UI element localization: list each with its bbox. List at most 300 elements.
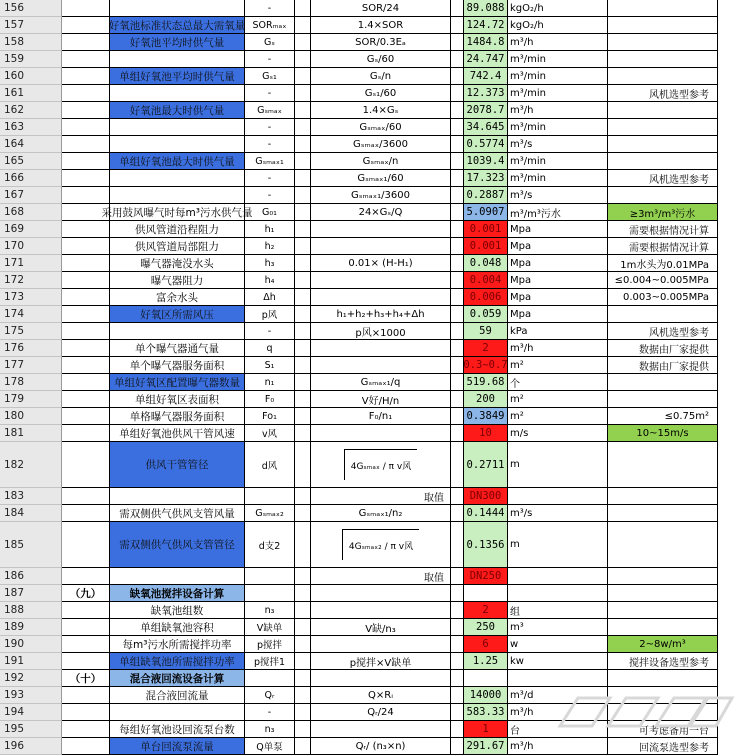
- cell-formula[interactable]: [311, 340, 451, 357]
- cell-section-number[interactable]: [62, 119, 110, 136]
- cell-symbol[interactable]: [245, 221, 295, 238]
- cell-unit[interactable]: [508, 119, 608, 136]
- cell-value[interactable]: [464, 374, 508, 391]
- cell-item-name[interactable]: [110, 488, 245, 505]
- cell-note[interactable]: [608, 102, 718, 119]
- cell-value[interactable]: [464, 425, 508, 442]
- cell-note[interactable]: [608, 255, 718, 272]
- cell-symbol[interactable]: [245, 505, 295, 522]
- cell-section-number[interactable]: [62, 153, 110, 170]
- cell-formula[interactable]: [311, 670, 451, 687]
- cell-unit[interactable]: [508, 306, 608, 323]
- cell-unit[interactable]: [508, 522, 608, 568]
- cell-note[interactable]: [608, 238, 718, 255]
- cell-section-number[interactable]: [62, 687, 110, 704]
- cell-symbol[interactable]: [245, 568, 295, 585]
- cell-unit[interactable]: [508, 204, 608, 221]
- cell-symbol[interactable]: [245, 51, 295, 68]
- cell-formula[interactable]: [311, 34, 451, 51]
- cell-section-number[interactable]: [62, 585, 110, 602]
- cell-note[interactable]: [608, 0, 718, 17]
- cell-symbol[interactable]: [245, 34, 295, 51]
- cell-item-name[interactable]: [110, 619, 245, 636]
- row-number-header[interactable]: [0, 374, 62, 391]
- cell-symbol[interactable]: [245, 170, 295, 187]
- cell-formula[interactable]: [311, 653, 451, 670]
- cell-symbol[interactable]: [245, 255, 295, 272]
- cell-item-name[interactable]: [110, 221, 245, 238]
- cell-item-name[interactable]: [110, 636, 245, 653]
- cell-item-name[interactable]: [110, 306, 245, 323]
- cell-symbol[interactable]: [245, 374, 295, 391]
- cell-unit[interactable]: [508, 488, 608, 505]
- cell-unit[interactable]: [508, 51, 608, 68]
- cell-section-number[interactable]: [62, 187, 110, 204]
- cell-formula[interactable]: [311, 85, 451, 102]
- cell-value[interactable]: [464, 153, 508, 170]
- cell-value[interactable]: [464, 602, 508, 619]
- cell-note[interactable]: [608, 289, 718, 306]
- cell-section-number[interactable]: [62, 221, 110, 238]
- row-number-header[interactable]: [0, 221, 62, 238]
- cell-note[interactable]: [608, 619, 718, 636]
- cell-item-name[interactable]: [110, 425, 245, 442]
- cell-unit[interactable]: [508, 136, 608, 153]
- cell-note[interactable]: [608, 17, 718, 34]
- row-number-header[interactable]: [0, 68, 62, 85]
- cell-formula[interactable]: [311, 687, 451, 704]
- row-number-header[interactable]: [0, 585, 62, 602]
- cell-note[interactable]: [608, 51, 718, 68]
- cell-section-number[interactable]: [62, 522, 110, 568]
- cell-unit[interactable]: [508, 340, 608, 357]
- cell-note[interactable]: [608, 374, 718, 391]
- cell-section-number[interactable]: [62, 170, 110, 187]
- cell-value[interactable]: [464, 51, 508, 68]
- row-number-header[interactable]: [0, 670, 62, 687]
- cell-symbol[interactable]: [245, 391, 295, 408]
- cell-item-name[interactable]: [110, 68, 245, 85]
- cell-unit[interactable]: [508, 34, 608, 51]
- cell-section-number[interactable]: [62, 704, 110, 721]
- cell-formula[interactable]: [311, 17, 451, 34]
- cell-section-number[interactable]: [62, 17, 110, 34]
- cell-value[interactable]: [464, 568, 508, 585]
- cell-unit[interactable]: [508, 391, 608, 408]
- cell-unit[interactable]: [508, 102, 608, 119]
- cell-value[interactable]: [464, 0, 508, 17]
- cell-value[interactable]: [464, 670, 508, 687]
- row-number-header[interactable]: [0, 619, 62, 636]
- cell-value[interactable]: [464, 704, 508, 721]
- cell-unit[interactable]: [508, 636, 608, 653]
- cell-item-name[interactable]: [110, 670, 245, 687]
- cell-symbol[interactable]: [245, 204, 295, 221]
- cell-note[interactable]: [608, 653, 718, 670]
- cell-item-name[interactable]: [110, 585, 245, 602]
- row-number-header[interactable]: [0, 238, 62, 255]
- cell-value[interactable]: [464, 238, 508, 255]
- cell-item-name[interactable]: [110, 51, 245, 68]
- cell-formula[interactable]: [311, 323, 451, 340]
- cell-unit[interactable]: [508, 357, 608, 374]
- row-number-header[interactable]: [0, 687, 62, 704]
- cell-note[interactable]: [608, 522, 718, 568]
- cell-value[interactable]: [464, 442, 508, 488]
- cell-value[interactable]: [464, 408, 508, 425]
- cell-formula[interactable]: [311, 505, 451, 522]
- cell-formula[interactable]: [311, 408, 451, 425]
- row-number-header[interactable]: [0, 357, 62, 374]
- cell-formula[interactable]: [311, 602, 451, 619]
- cell-unit[interactable]: [508, 17, 608, 34]
- cell-unit[interactable]: [508, 425, 608, 442]
- cell-note[interactable]: [608, 187, 718, 204]
- cell-symbol[interactable]: [245, 136, 295, 153]
- cell-unit[interactable]: [508, 568, 608, 585]
- cell-value[interactable]: [464, 272, 508, 289]
- cell-symbol[interactable]: [245, 721, 295, 738]
- cell-section-number[interactable]: [62, 68, 110, 85]
- cell-formula[interactable]: [311, 704, 451, 721]
- cell-item-name[interactable]: [110, 357, 245, 374]
- cell-symbol[interactable]: [245, 602, 295, 619]
- row-number-header[interactable]: [0, 391, 62, 408]
- cell-symbol[interactable]: [245, 738, 295, 755]
- cell-note[interactable]: [608, 357, 718, 374]
- cell-item-name[interactable]: [110, 17, 245, 34]
- cell-item-name[interactable]: [110, 738, 245, 755]
- cell-note[interactable]: [608, 488, 718, 505]
- cell-note[interactable]: [608, 34, 718, 51]
- cell-value[interactable]: [464, 221, 508, 238]
- cell-symbol[interactable]: [245, 425, 295, 442]
- cell-symbol[interactable]: [245, 306, 295, 323]
- cell-note[interactable]: [608, 340, 718, 357]
- cell-value[interactable]: [464, 17, 508, 34]
- cell-section-number[interactable]: [62, 289, 110, 306]
- cell-note[interactable]: [608, 408, 718, 425]
- cell-unit[interactable]: [508, 238, 608, 255]
- cell-note[interactable]: [608, 272, 718, 289]
- cell-unit[interactable]: [508, 653, 608, 670]
- cell-symbol[interactable]: [245, 704, 295, 721]
- cell-note[interactable]: [608, 602, 718, 619]
- cell-value[interactable]: [464, 102, 508, 119]
- cell-symbol[interactable]: [245, 442, 295, 488]
- cell-symbol[interactable]: [245, 85, 295, 102]
- cell-item-name[interactable]: [110, 102, 245, 119]
- row-number-header[interactable]: [0, 602, 62, 619]
- cell-note[interactable]: [608, 306, 718, 323]
- cell-value[interactable]: [464, 687, 508, 704]
- cell-symbol[interactable]: [245, 119, 295, 136]
- cell-section-number[interactable]: [62, 391, 110, 408]
- cell-formula[interactable]: [311, 374, 451, 391]
- cell-item-name[interactable]: [110, 408, 245, 425]
- cell-symbol[interactable]: [245, 619, 295, 636]
- cell-formula[interactable]: [311, 119, 451, 136]
- cell-section-number[interactable]: [62, 340, 110, 357]
- cell-value[interactable]: [464, 289, 508, 306]
- cell-section-number[interactable]: [62, 442, 110, 488]
- cell-item-name[interactable]: [110, 255, 245, 272]
- cell-formula[interactable]: [311, 721, 451, 738]
- cell-section-number[interactable]: [62, 136, 110, 153]
- cell-value[interactable]: [464, 68, 508, 85]
- cell-symbol[interactable]: [245, 340, 295, 357]
- cell-value[interactable]: [464, 653, 508, 670]
- cell-item-name[interactable]: [110, 687, 245, 704]
- cell-item-name[interactable]: [110, 187, 245, 204]
- cell-value[interactable]: [464, 170, 508, 187]
- cell-value[interactable]: [464, 488, 508, 505]
- cell-formula[interactable]: [311, 442, 451, 488]
- cell-value[interactable]: [464, 323, 508, 340]
- cell-note[interactable]: [608, 85, 718, 102]
- cell-item-name[interactable]: [110, 85, 245, 102]
- cell-symbol[interactable]: [245, 323, 295, 340]
- row-number-header[interactable]: [0, 653, 62, 670]
- cell-item-name[interactable]: [110, 340, 245, 357]
- cell-item-name[interactable]: [110, 374, 245, 391]
- cell-symbol[interactable]: [245, 687, 295, 704]
- cell-symbol[interactable]: [245, 68, 295, 85]
- cell-item-name[interactable]: [110, 238, 245, 255]
- cell-value[interactable]: [464, 636, 508, 653]
- cell-symbol[interactable]: [245, 357, 295, 374]
- cell-unit[interactable]: [508, 323, 608, 340]
- cell-value[interactable]: [464, 619, 508, 636]
- row-number-header[interactable]: [0, 738, 62, 755]
- row-number-header[interactable]: [0, 102, 62, 119]
- cell-formula[interactable]: [311, 153, 451, 170]
- row-number-header[interactable]: [0, 51, 62, 68]
- cell-formula[interactable]: [311, 0, 451, 17]
- cell-item-name[interactable]: [110, 505, 245, 522]
- cell-note[interactable]: [608, 68, 718, 85]
- cell-section-number[interactable]: [62, 374, 110, 391]
- cell-unit[interactable]: [508, 442, 608, 488]
- cell-formula[interactable]: [311, 221, 451, 238]
- cell-value[interactable]: [464, 505, 508, 522]
- cell-symbol[interactable]: [245, 522, 295, 568]
- cell-note[interactable]: [608, 636, 718, 653]
- cell-section-number[interactable]: [62, 255, 110, 272]
- cell-value[interactable]: [464, 204, 508, 221]
- row-number-header[interactable]: [0, 204, 62, 221]
- cell-formula[interactable]: [311, 568, 451, 585]
- cell-item-name[interactable]: [110, 323, 245, 340]
- cell-section-number[interactable]: [62, 721, 110, 738]
- row-number-header[interactable]: [0, 119, 62, 136]
- cell-unit[interactable]: [508, 0, 608, 17]
- cell-formula[interactable]: [311, 51, 451, 68]
- cell-note[interactable]: [608, 505, 718, 522]
- cell-unit[interactable]: [508, 289, 608, 306]
- cell-unit[interactable]: [508, 670, 608, 687]
- cell-section-number[interactable]: [62, 738, 110, 755]
- cell-formula[interactable]: [311, 272, 451, 289]
- row-number-header[interactable]: [0, 255, 62, 272]
- row-number-header[interactable]: [0, 340, 62, 357]
- cell-symbol[interactable]: [245, 187, 295, 204]
- row-number-header[interactable]: [0, 704, 62, 721]
- cell-formula[interactable]: [311, 357, 451, 374]
- row-number-header[interactable]: [0, 153, 62, 170]
- cell-symbol[interactable]: [245, 408, 295, 425]
- row-number-header[interactable]: [0, 0, 62, 17]
- row-number-header[interactable]: [0, 721, 62, 738]
- row-number-header[interactable]: [0, 408, 62, 425]
- cell-symbol[interactable]: [245, 289, 295, 306]
- cell-section-number[interactable]: [62, 272, 110, 289]
- cell-value[interactable]: [464, 357, 508, 374]
- cell-value[interactable]: [464, 306, 508, 323]
- cell-symbol[interactable]: [245, 153, 295, 170]
- cell-item-name[interactable]: [110, 136, 245, 153]
- cell-section-number[interactable]: [62, 425, 110, 442]
- cell-section-number[interactable]: [62, 85, 110, 102]
- cell-formula[interactable]: [311, 738, 451, 755]
- cell-symbol[interactable]: [245, 585, 295, 602]
- cell-formula[interactable]: [311, 488, 451, 505]
- cell-note[interactable]: [608, 391, 718, 408]
- cell-note[interactable]: [608, 585, 718, 602]
- cell-symbol[interactable]: [245, 238, 295, 255]
- cell-item-name[interactable]: [101, 204, 253, 221]
- cell-value[interactable]: [464, 391, 508, 408]
- cell-symbol[interactable]: [245, 636, 295, 653]
- row-number-header[interactable]: [0, 568, 62, 585]
- cell-note[interactable]: [608, 442, 718, 488]
- cell-symbol[interactable]: [245, 17, 295, 34]
- cell-note[interactable]: [608, 425, 718, 442]
- row-number-header[interactable]: [0, 272, 62, 289]
- cell-formula[interactable]: [311, 585, 451, 602]
- cell-item-name[interactable]: [110, 522, 245, 568]
- cell-value[interactable]: [464, 340, 508, 357]
- row-number-header[interactable]: [0, 505, 62, 522]
- cell-formula[interactable]: [311, 68, 451, 85]
- cell-unit[interactable]: [508, 170, 608, 187]
- cell-unit[interactable]: [508, 505, 608, 522]
- cell-note[interactable]: [608, 323, 718, 340]
- cell-formula[interactable]: [311, 238, 451, 255]
- cell-item-name[interactable]: [110, 34, 245, 51]
- cell-section-number[interactable]: [62, 602, 110, 619]
- row-number-header[interactable]: [0, 306, 62, 323]
- cell-note[interactable]: [608, 136, 718, 153]
- cell-section-number[interactable]: [62, 323, 110, 340]
- cell-note[interactable]: [608, 670, 718, 687]
- cell-formula[interactable]: [311, 187, 451, 204]
- cell-item-name[interactable]: [110, 391, 245, 408]
- cell-formula[interactable]: [311, 425, 451, 442]
- cell-unit[interactable]: [508, 187, 608, 204]
- row-number-header[interactable]: [0, 442, 62, 488]
- cell-symbol[interactable]: [245, 670, 295, 687]
- cell-formula[interactable]: [311, 522, 451, 568]
- row-number-header[interactable]: [0, 17, 62, 34]
- cell-formula[interactable]: [311, 289, 451, 306]
- cell-unit[interactable]: [508, 221, 608, 238]
- row-number-header[interactable]: [0, 187, 62, 204]
- cell-value[interactable]: [464, 721, 508, 738]
- cell-unit[interactable]: [508, 619, 608, 636]
- cell-unit[interactable]: [508, 255, 608, 272]
- cell-value[interactable]: [464, 738, 508, 755]
- cell-value[interactable]: [464, 585, 508, 602]
- cell-section-number[interactable]: [62, 306, 110, 323]
- cell-formula[interactable]: [311, 306, 451, 323]
- row-number-header[interactable]: [0, 136, 62, 153]
- cell-item-name[interactable]: [110, 153, 245, 170]
- cell-unit[interactable]: [508, 602, 608, 619]
- cell-value[interactable]: [464, 119, 508, 136]
- row-number-header[interactable]: [0, 34, 62, 51]
- cell-section-number[interactable]: [62, 670, 110, 687]
- cell-note[interactable]: [608, 153, 718, 170]
- cell-formula[interactable]: [311, 255, 451, 272]
- cell-section-number[interactable]: [62, 619, 110, 636]
- cell-unit[interactable]: [508, 153, 608, 170]
- cell-item-name[interactable]: [110, 653, 245, 670]
- cell-item-name[interactable]: [110, 272, 245, 289]
- cell-value[interactable]: [464, 136, 508, 153]
- cell-value[interactable]: [464, 34, 508, 51]
- cell-note[interactable]: [608, 119, 718, 136]
- cell-note[interactable]: [608, 204, 718, 221]
- cell-symbol[interactable]: [245, 488, 295, 505]
- row-number-header[interactable]: [0, 488, 62, 505]
- row-number-header[interactable]: [0, 425, 62, 442]
- cell-section-number[interactable]: [62, 505, 110, 522]
- cell-item-name[interactable]: [110, 170, 245, 187]
- cell-unit[interactable]: [508, 585, 608, 602]
- cell-formula[interactable]: [311, 102, 451, 119]
- row-number-header[interactable]: [0, 522, 62, 568]
- cell-item-name[interactable]: [110, 442, 245, 488]
- cell-item-name[interactable]: [110, 602, 245, 619]
- cell-symbol[interactable]: [245, 102, 295, 119]
- cell-section-number[interactable]: [62, 34, 110, 51]
- cell-section-number[interactable]: [62, 488, 110, 505]
- cell-section-number[interactable]: [62, 357, 110, 374]
- cell-value[interactable]: [464, 187, 508, 204]
- row-number-header[interactable]: [0, 323, 62, 340]
- cell-item-name[interactable]: [110, 704, 245, 721]
- cell-note[interactable]: [608, 170, 718, 187]
- cell-value[interactable]: [464, 85, 508, 102]
- cell-item-name[interactable]: [110, 568, 245, 585]
- cell-formula[interactable]: [311, 204, 451, 221]
- cell-section-number[interactable]: [62, 636, 110, 653]
- row-number-header[interactable]: [0, 85, 62, 102]
- cell-formula[interactable]: [311, 391, 451, 408]
- cell-formula[interactable]: [311, 619, 451, 636]
- cell-unit[interactable]: [508, 68, 608, 85]
- cell-unit[interactable]: [508, 85, 608, 102]
- cell-section-number[interactable]: [62, 408, 110, 425]
- cell-section-number[interactable]: [62, 102, 110, 119]
- cell-formula[interactable]: [311, 136, 451, 153]
- cell-value[interactable]: [464, 522, 508, 568]
- cell-section-number[interactable]: [62, 0, 110, 17]
- cell-note[interactable]: [608, 568, 718, 585]
- cell-symbol[interactable]: [245, 0, 295, 17]
- cell-formula[interactable]: [311, 636, 451, 653]
